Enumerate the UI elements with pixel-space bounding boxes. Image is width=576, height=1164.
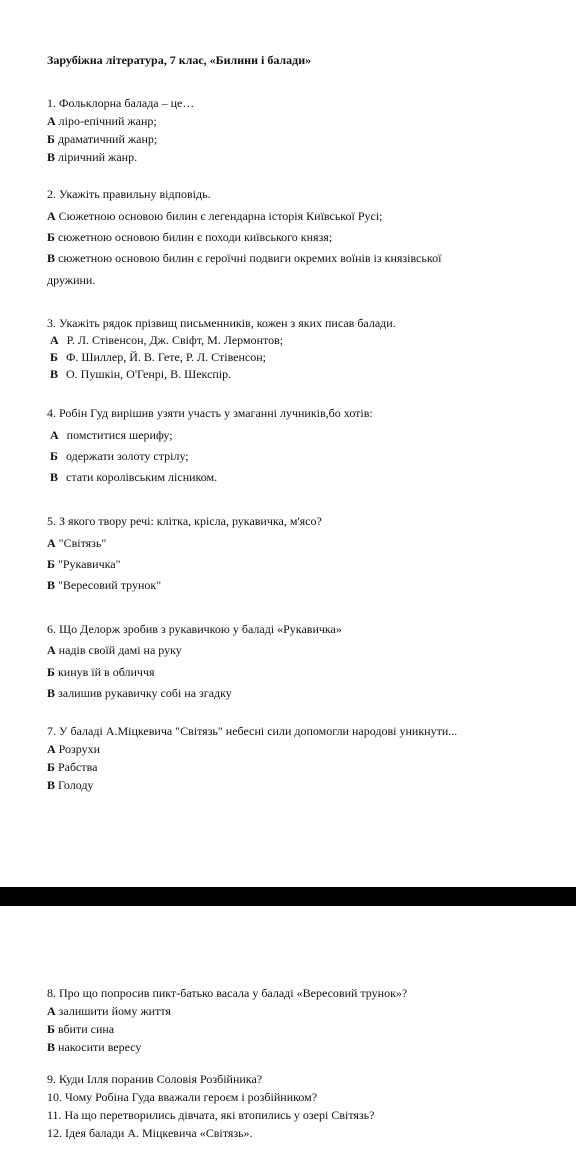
option-text: драматичний жанр; [57, 132, 158, 146]
open-question-9: 9. Куди Ілля поранив Соловія Розбійника? [47, 1072, 263, 1086]
option-letter: Б [47, 132, 55, 146]
option-letter: А [50, 428, 59, 442]
option-letter: В [47, 578, 56, 592]
option-text: вбити сина [57, 1022, 115, 1036]
option-text: залишити йому життя [58, 1004, 171, 1018]
option-a [47, 536, 106, 551]
option-letter: Б [50, 449, 58, 463]
option-letter: В [47, 778, 56, 792]
page-divider [0, 887, 576, 906]
open-question-12: 12. Ідея балади А. Міцкевича «Світязь». [47, 1126, 253, 1140]
question-text: 3. Укажіть рядок прізвищ письменників, кожен з яких писав балади. [47, 316, 396, 330]
option-text: Голоду [58, 778, 94, 792]
option-a [47, 209, 383, 224]
option-letter: Б [47, 1022, 55, 1036]
option-letter: Б [47, 557, 55, 571]
option-letter: В [50, 470, 59, 484]
option-text: Ф. Шиллер, Й. В. Гете, Р. Л. Стівенсон; [65, 350, 266, 364]
question-text: 2. Укажіть правильну відповідь. [47, 187, 211, 201]
option-a [50, 428, 173, 443]
option-letter: Б [50, 350, 58, 364]
option-letter: А [47, 742, 56, 756]
option-letter: А [47, 209, 56, 223]
option-c [47, 251, 441, 266]
option-b [50, 350, 266, 365]
question-text: 4. Робін Гуд вирішив узяти участь у змаганні лучників,бо хотів: [47, 406, 373, 420]
option-letter: А [47, 1004, 56, 1018]
option-c-continuation: дружини. [47, 273, 96, 287]
option-text: "Вересовий трунок" [58, 578, 162, 592]
question-text: 6. Що Делорж зробив з рукавичкою у баладі «Рукавичка» [47, 622, 342, 636]
option-c [47, 1040, 141, 1055]
option-letter: А [47, 114, 56, 128]
option-text: накосити вересу [58, 1040, 142, 1054]
option-letter: В [47, 251, 56, 265]
option-text: Сюжетною основою билин є легендарна історія Київської Русі; [58, 209, 383, 223]
option-text: одержати золоту стрілу; [65, 449, 189, 463]
option-c [47, 686, 232, 701]
question-text: 5. З якого твору речі: клітка, крісла, рукавичка, м'ясо? [47, 514, 322, 528]
option-text: ліричний жанр. [58, 150, 138, 164]
option-a [47, 1004, 171, 1019]
option-c [50, 470, 217, 485]
option-text: О. Пушкін, О'Генрі, В. Шекспір. [66, 367, 232, 381]
option-letter: Б [47, 665, 55, 679]
option-letter: А [47, 536, 56, 550]
option-a [47, 114, 157, 129]
option-text: Р. Л. Стівенсон, Дж. Свіфт, М. Лермонтов; [66, 333, 284, 347]
option-text: ліро-епічний жанр; [58, 114, 157, 128]
option-text: "Рукавичка" [57, 557, 121, 571]
option-b [50, 449, 189, 464]
option-letter: А [47, 643, 56, 657]
option-b [47, 1022, 114, 1037]
option-letter: В [47, 1040, 56, 1054]
option-b [47, 760, 97, 775]
option-b [47, 132, 157, 147]
option-text: "Світязь" [58, 536, 107, 550]
option-a [50, 333, 283, 348]
document-title: Зарубіжна література, 7 клас, «Билини і балади» [47, 53, 312, 67]
option-b [47, 557, 120, 572]
option-letter: В [47, 150, 56, 164]
option-letter: А [50, 333, 59, 347]
option-b [47, 665, 155, 680]
option-letter: В [50, 367, 59, 381]
option-c [47, 578, 161, 593]
question-text: 8. Про що попросив пикт-батько васала у баладі «Вересовий трунок»? [47, 986, 408, 1000]
question-text: 1. Фольклорна балада – це… [47, 96, 195, 110]
option-text: сюжетною основою билин є героїчні подвиги окремих воїнів із князівської [58, 251, 442, 265]
option-a [47, 742, 100, 757]
option-text: помститися шерифу; [66, 428, 173, 442]
option-text: Розрухи [58, 742, 101, 756]
option-c [47, 778, 94, 793]
option-text: стати королівським лісником. [66, 470, 218, 484]
open-question-11: 11. На що перетворились дівчата, які втопились у озері Світязь? [47, 1108, 375, 1122]
option-b [47, 230, 332, 245]
option-text: залишив рукавичку собі на згадку [58, 686, 232, 700]
option-text: Рабства [57, 760, 98, 774]
option-c [47, 150, 137, 165]
option-text: кинув їй в обличчя [57, 665, 155, 679]
option-text: надів своїй дамі на руку [58, 643, 182, 657]
option-letter: Б [47, 760, 55, 774]
option-a [47, 643, 182, 658]
option-text: сюжетною основою билин є походи київського князя; [57, 230, 333, 244]
open-question-10: 10. Чому Робіна Гуда вважали героєм і розбійником? [47, 1090, 318, 1104]
option-c [50, 367, 231, 382]
option-letter: В [47, 686, 56, 700]
question-text: 7. У баладі А.Міцкевича "Світязь" небесні сили допомогли народові уникнути... [47, 724, 458, 738]
option-letter: Б [47, 230, 55, 244]
